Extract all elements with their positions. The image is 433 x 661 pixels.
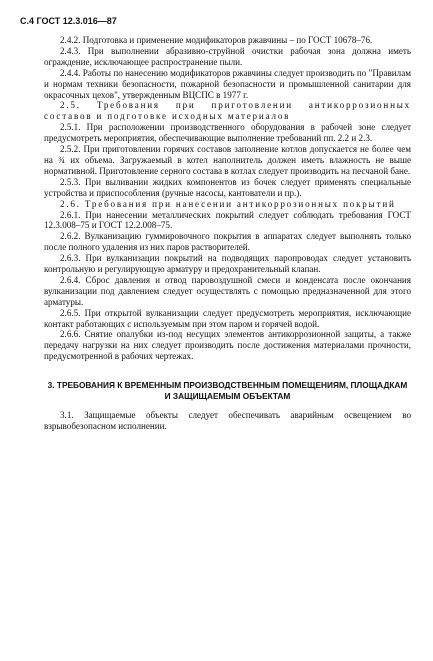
document-body xyxy=(44,35,411,432)
paragraph: 2.4.3. При выполнении абразивно-струйной очистки рабочая зона должна иметь ограждение, исключающее распространение пыли. xyxy=(44,45,411,67)
paragraph: 2.6.4. Сброс давления и отвод паровоздушной смеси и конденсата после окончания вулканизации под давлением следует осуществлять с помощью предназначенной для этого арматуры. xyxy=(44,274,411,307)
paragraph: 2.5.2. При приготовлении горячих составов заполнение котлов допускается не более чем на ¾ их объема. Загружаемый в котел наполнитель должен иметь влажность не выше нормативной. Приготовление серного состава в котлах следует производить на песчаной бане. xyxy=(44,144,411,176)
paragraph: 2.5.1. При расположении производственного оборудования в рабочей зоне следует предусмотреть мероприятия, обеспечивающие выполнение требований пп. 2.2 и 2.3. xyxy=(44,122,411,144)
subsection-heading: 2.5. Требования при приготовлении антикоррозионных составов и подготовке исходных материалов xyxy=(44,100,411,122)
paragraph: 3.1. Защищаемые объекты следует обеспечивать аварийным освещением во взрывобезопасном исполнении. xyxy=(44,410,411,432)
paragraph: 2.6.1. При нанесении металлических покрытий следует соблюдать требования ГОСТ 12.3.008–75 и ГОСТ 12.2.008–75. xyxy=(44,209,411,231)
section-3-title: 3. ТРЕБОВАНИЯ К ВРЕМЕННЫМ ПРОИЗВОДСТВЕННЫМ ПОМЕЩЕНИЯМ, ПЛОЩАДКАМ И ЗАЩИЩАЕМЫМ ОБЪЕКТАМ xyxy=(47,380,408,402)
paragraph: 2.6.3. При вулканизации покрытий на подводящих паропроводах следует установить контрольную и регулирующую арматуру и предохранительный клапан. xyxy=(44,253,411,275)
paragraph: 2.5.3. При выливании жидких компонентов из бочек следует применять специальные устройства и приспособления (ручные насосы, кантователи и пр.). xyxy=(44,176,411,198)
subsection-heading: 2.6. Требования при нанесении антикоррозионных покрытий xyxy=(60,198,396,209)
paragraph: 2.6.5. При открытой вулканизации следует предусмотреть мероприятия, исключающие контакт работающих с используемым при этом паром и горячей водой. xyxy=(44,307,411,329)
paragraph: 2.4.2. Подготовка и применение модификаторов ржавчины – по ГОСТ 10678–76. xyxy=(60,35,373,45)
paragraph: 2.4.4. Работы по нанесению модификаторов ржавчины следует производить по "Правилам и нормам техники безопасности, пожарной безопасности и промышленной санитарии для окрасочных цехов", утвержденным ВЦСПС в 1977 г. xyxy=(44,67,411,100)
paragraph-list xyxy=(44,35,411,362)
section-3-paragraph-list xyxy=(44,410,411,432)
page-header: С.4 ГОСТ 12.3.016—87 xyxy=(20,16,117,26)
paragraph: 2.6.6. Снятие опалубки из-под несущих элементов антикоррозионной защиты, а также передачу нагрузки на них следует производить после достижения материалами прочности, предусмотренной в рабочих чертежах. xyxy=(44,329,411,362)
paragraph: 2.6.2. Вулканизацию гуммировочного покрытия в аппаратах следует выполнять только после полного удаления из них паров растворителей. xyxy=(44,231,411,253)
